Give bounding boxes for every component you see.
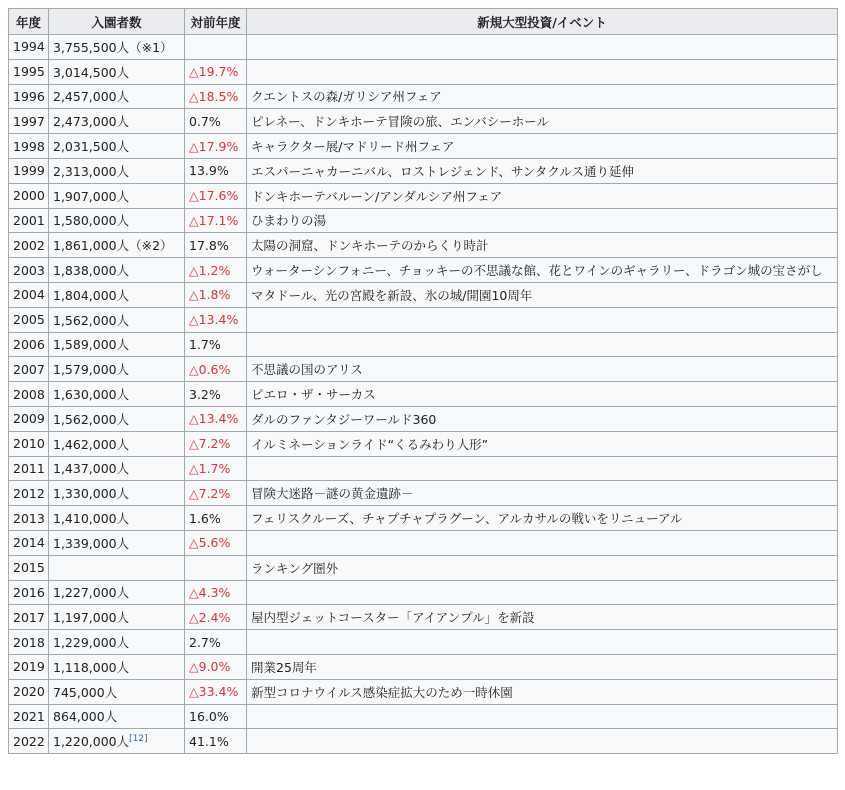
change-cell-text: 16.0% (189, 708, 229, 724)
table-row (9, 406, 838, 431)
event-cell-text: ダルのファンタジーワールド360 (251, 411, 437, 427)
year-cell-text: 2017 (13, 609, 45, 625)
event-cell (247, 530, 838, 555)
visitors-cell (49, 654, 185, 679)
visitors-cell (49, 282, 185, 307)
year-cell-text: 2007 (13, 361, 45, 377)
year-cell-text: 2002 (13, 237, 45, 253)
visitors-cell-text: 1,580,000人 (53, 213, 130, 229)
table-row (9, 431, 838, 456)
table-row (9, 555, 838, 580)
visitors-cell-text: 3,014,500人 (53, 64, 130, 80)
change-cell-text: △18.5% (189, 88, 239, 104)
year-cell (9, 258, 49, 283)
event-cell (247, 208, 838, 233)
visitors-cell-text: 1,220,000人 (53, 734, 130, 750)
table-row (9, 282, 838, 307)
event-cell-text: 太陽の洞窟、ドンキホーテのからくり時計 (251, 238, 489, 254)
visitors-cell-text: 1,437,000人 (53, 461, 130, 477)
change-cell-text: △13.4% (189, 411, 239, 427)
change-cell (185, 729, 247, 754)
visitors-cell-text: 1,462,000人 (53, 436, 130, 452)
year-cell-text: 2004 (13, 287, 45, 303)
change-cell-text: 3.2% (189, 386, 221, 402)
change-cell (185, 84, 247, 109)
change-cell (185, 481, 247, 506)
visitors-cell (49, 59, 185, 84)
table-row (9, 605, 838, 630)
year-cell-text: 2016 (13, 584, 45, 600)
year-cell-text: 2015 (13, 560, 45, 576)
change-cell (185, 704, 247, 729)
year-cell-text: 2021 (13, 708, 45, 724)
visitors-cell-text: 1,562,000人 (53, 312, 130, 328)
visitors-cell (49, 406, 185, 431)
event-cell (247, 332, 838, 357)
event-cell (247, 704, 838, 729)
table-row (9, 109, 838, 134)
event-cell-text: キャラクター展/マドリード州フェア (251, 139, 455, 155)
year-cell (9, 59, 49, 84)
table-row (9, 158, 838, 183)
event-cell (247, 654, 838, 679)
year-cell-text: 1994 (13, 39, 45, 55)
table-row (9, 679, 838, 704)
year-cell (9, 654, 49, 679)
change-cell-text: △19.7% (189, 64, 239, 80)
event-cell (247, 59, 838, 84)
visitors-cell (49, 109, 185, 134)
visitors-cell (49, 530, 185, 555)
event-cell (247, 630, 838, 655)
change-cell (185, 456, 247, 481)
change-cell (185, 555, 247, 580)
visitors-cell-text: 1,838,000人 (53, 263, 130, 279)
visitors-cell-text: 2,313,000人 (53, 163, 130, 179)
change-cell (185, 679, 247, 704)
year-cell (9, 382, 49, 407)
event-cell (247, 729, 838, 754)
table-row (9, 208, 838, 233)
table-row (9, 233, 838, 258)
year-cell-text: 2012 (13, 485, 45, 501)
event-cell (247, 382, 838, 407)
event-cell (247, 258, 838, 283)
year-cell-text: 2019 (13, 659, 45, 675)
change-cell (185, 59, 247, 84)
visitors-cell-text: 3,755,500人（※1） (53, 39, 173, 55)
change-cell (185, 35, 247, 60)
reference-link[interactable]: [12] (129, 734, 148, 745)
year-cell (9, 506, 49, 531)
event-cell (247, 84, 838, 109)
visitors-cell (49, 555, 185, 580)
visitors-cell (49, 357, 185, 382)
table-row (9, 654, 838, 679)
change-cell-text: △7.2% (189, 436, 231, 452)
event-cell (247, 481, 838, 506)
year-cell-text: 2022 (13, 733, 45, 749)
year-cell-text: 2013 (13, 510, 45, 526)
change-cell-text: △1.7% (189, 460, 231, 476)
year-cell (9, 282, 49, 307)
year-cell-text: 2018 (13, 634, 45, 650)
year-cell (9, 580, 49, 605)
change-cell-text: △17.6% (189, 188, 239, 204)
visitors-cell (49, 258, 185, 283)
event-cell-text: ひまわりの湯 (251, 213, 327, 229)
visitors-cell (49, 605, 185, 630)
year-cell (9, 630, 49, 655)
event-cell-text: 開業25周年 (251, 659, 317, 675)
change-cell (185, 134, 247, 159)
visitors-cell-text: 1,197,000人 (53, 610, 130, 626)
change-cell-text: △5.6% (189, 535, 231, 551)
event-cell (247, 679, 838, 704)
visitors-cell (49, 35, 185, 60)
visitors-cell (49, 580, 185, 605)
change-cell (185, 530, 247, 555)
visitors-cell (49, 506, 185, 531)
event-cell (247, 431, 838, 456)
change-cell-text: △17.1% (189, 212, 239, 228)
change-cell-text: △4.3% (189, 584, 231, 600)
header-visitors[interactable]: 入園者数 (49, 9, 185, 35)
change-cell (185, 109, 247, 134)
table-row (9, 307, 838, 332)
event-cell-text: エスパーニャカーニバル、ロストレジェンド、サンタクルス通り延伸 (251, 163, 634, 179)
year-cell (9, 530, 49, 555)
year-cell-text: 2003 (13, 262, 45, 278)
year-cell-text: 2005 (13, 312, 45, 328)
visitors-cell (49, 307, 185, 332)
event-cell (247, 282, 838, 307)
visitors-cell-text: 1,410,000人 (53, 511, 130, 527)
header-change[interactable]: 対前年度 (185, 9, 247, 35)
visitors-cell-text: 1,804,000人 (53, 287, 130, 303)
event-cell-text: クエントスの森/ガリシア州フェア (251, 89, 442, 105)
year-cell (9, 233, 49, 258)
change-cell-text: △9.0% (189, 659, 231, 675)
visitors-cell (49, 84, 185, 109)
visitors-cell-text: 1,339,000人 (53, 535, 130, 551)
table-row (9, 704, 838, 729)
event-cell-text: 冒険大迷路－謎の黄金遺跡－ (251, 486, 414, 502)
table-row (9, 35, 838, 60)
year-cell (9, 109, 49, 134)
visitors-cell-text: 1,579,000人 (53, 362, 130, 378)
visitors-cell-text: 1,562,000人 (53, 411, 130, 427)
event-cell (247, 35, 838, 60)
year-cell (9, 729, 49, 754)
event-cell-text: ピレネー、ドンキホーテ冒険の旅、エンバシーホール (251, 114, 550, 130)
year-cell (9, 84, 49, 109)
visitors-cell-text: 1,589,000人 (53, 337, 130, 353)
year-cell (9, 134, 49, 159)
visitors-cell-text: 2,031,500人 (53, 139, 130, 155)
year-cell (9, 158, 49, 183)
event-cell (247, 555, 838, 580)
visitors-cell-text: 1,330,000人 (53, 486, 130, 502)
change-cell-text: △1.2% (189, 262, 231, 278)
table-row (9, 630, 838, 655)
event-cell (247, 233, 838, 258)
event-cell-text: ランキング圏外 (251, 560, 339, 576)
visitors-cell-text: 1,227,000人 (53, 585, 130, 601)
change-cell (185, 258, 247, 283)
year-cell-text: 2011 (13, 460, 45, 476)
year-cell-text: 2006 (13, 336, 45, 352)
change-cell (185, 158, 247, 183)
visitors-cell-text: 1,118,000人 (53, 659, 130, 675)
table-row (9, 332, 838, 357)
change-cell (185, 605, 247, 630)
year-cell (9, 555, 49, 580)
event-cell (247, 357, 838, 382)
visitors-cell (49, 431, 185, 456)
year-cell (9, 456, 49, 481)
table-row (9, 59, 838, 84)
year-cell (9, 679, 49, 704)
visitors-cell (49, 208, 185, 233)
year-cell (9, 605, 49, 630)
event-cell (247, 406, 838, 431)
event-cell (247, 158, 838, 183)
change-cell-text: 1.6% (189, 510, 221, 526)
year-cell-text: 2010 (13, 436, 45, 452)
year-cell (9, 481, 49, 506)
attendance-table (8, 8, 838, 754)
visitors-cell (49, 481, 185, 506)
table-row (9, 258, 838, 283)
change-cell (185, 282, 247, 307)
change-cell-text: 2.7% (189, 634, 221, 650)
table-row (9, 357, 838, 382)
change-cell (185, 183, 247, 208)
year-cell-text: 1996 (13, 88, 45, 104)
change-cell-text: 17.8% (189, 237, 229, 253)
year-cell-text: 2020 (13, 684, 45, 700)
year-cell-text: 1999 (13, 163, 45, 179)
change-cell (185, 630, 247, 655)
year-cell-text: 2009 (13, 411, 45, 427)
table-row (9, 530, 838, 555)
header-year[interactable]: 年度 (9, 9, 49, 35)
visitors-cell-text: 2,457,000人 (53, 89, 130, 105)
year-cell (9, 357, 49, 382)
event-cell (247, 109, 838, 134)
year-cell-text: 2001 (13, 212, 45, 228)
change-cell-text: △2.4% (189, 609, 231, 625)
change-cell-text: △17.9% (189, 138, 239, 154)
table-row (9, 506, 838, 531)
event-cell-text: ウォーターシンフォニー、チョッキーの不思議な館、花とワインのギャラリー、ドラゴン城の宝さがし (251, 263, 823, 279)
visitors-cell (49, 332, 185, 357)
change-cell (185, 208, 247, 233)
visitors-cell (49, 456, 185, 481)
change-cell (185, 654, 247, 679)
year-cell (9, 208, 49, 233)
year-cell-text: 2000 (13, 188, 45, 204)
change-cell (185, 431, 247, 456)
event-cell (247, 183, 838, 208)
visitors-cell (49, 729, 185, 754)
year-cell-text: 2014 (13, 535, 45, 551)
event-cell (247, 605, 838, 630)
visitors-cell-text: 1,229,000人 (53, 635, 130, 651)
change-cell (185, 382, 247, 407)
table-row (9, 481, 838, 506)
event-cell (247, 506, 838, 531)
change-cell (185, 406, 247, 431)
table-row (9, 84, 838, 109)
year-cell (9, 183, 49, 208)
change-cell (185, 233, 247, 258)
event-cell-text: ドンキホーテバルーン/アンダルシア州フェア (251, 188, 503, 204)
change-cell (185, 357, 247, 382)
table-row (9, 456, 838, 481)
visitors-cell (49, 158, 185, 183)
year-cell (9, 431, 49, 456)
visitors-cell-text: 1,630,000人 (53, 387, 130, 403)
change-cell (185, 332, 247, 357)
event-cell (247, 456, 838, 481)
event-cell (247, 307, 838, 332)
event-cell-text: ピエロ・ザ・サーカス (251, 387, 376, 403)
change-cell-text: △13.4% (189, 312, 239, 328)
change-cell (185, 580, 247, 605)
visitors-cell-text: 1,907,000人 (53, 188, 130, 204)
year-cell-text: 1997 (13, 113, 45, 129)
table-row (9, 729, 838, 754)
visitors-cell (49, 134, 185, 159)
year-cell (9, 406, 49, 431)
visitors-cell (49, 704, 185, 729)
event-cell-text: 屋内型ジェットコースター「アイアンプル」を新設 (251, 610, 535, 626)
table-row (9, 382, 838, 407)
event-cell-text: 不思議の国のアリス (251, 362, 363, 378)
year-cell-text: 1995 (13, 64, 45, 80)
visitors-cell (49, 630, 185, 655)
event-cell-text: マタドール、光の宮殿を新設、氷の城/開園10周年 (251, 287, 533, 303)
visitors-cell-text: 1,861,000人（※2） (53, 238, 173, 254)
header-row (9, 9, 838, 35)
change-cell-text: △7.2% (189, 485, 231, 501)
change-cell-text: 1.7% (189, 336, 221, 352)
table-row (9, 580, 838, 605)
event-cell (247, 580, 838, 605)
visitors-cell (49, 183, 185, 208)
visitors-cell-text: 864,000人 (53, 709, 118, 725)
visitors-cell (49, 679, 185, 704)
change-cell-text: △0.6% (189, 361, 231, 377)
year-cell (9, 35, 49, 60)
visitors-cell (49, 382, 185, 407)
change-cell (185, 307, 247, 332)
change-cell-text: 41.1% (189, 733, 229, 749)
year-cell (9, 307, 49, 332)
change-cell-text: △1.8% (189, 287, 231, 303)
event-cell (247, 134, 838, 159)
change-cell-text: 13.9% (189, 163, 229, 179)
visitors-cell-text: 2,473,000人 (53, 114, 130, 130)
change-cell-text: 0.7% (189, 113, 221, 129)
header-event[interactable]: 新規大型投資/イベント (247, 9, 838, 35)
event-cell-text: 新型コロナウイルス感染症拡大のため一時休園 (251, 684, 513, 700)
year-cell-text: 1998 (13, 138, 45, 154)
change-cell (185, 506, 247, 531)
visitors-cell-text: 745,000人 (53, 684, 118, 700)
year-cell-text: 2008 (13, 386, 45, 402)
table-row (9, 183, 838, 208)
event-cell-text: フェリスクルーズ、チャプチャプラグーン、アルカサルの戦いをリニューアル (251, 511, 683, 527)
change-cell-text: △33.4% (189, 684, 239, 700)
year-cell (9, 332, 49, 357)
table-row (9, 134, 838, 159)
visitors-cell (49, 233, 185, 258)
year-cell (9, 704, 49, 729)
event-cell-text: イルミネーションライド“くるみわり人形” (251, 436, 489, 452)
